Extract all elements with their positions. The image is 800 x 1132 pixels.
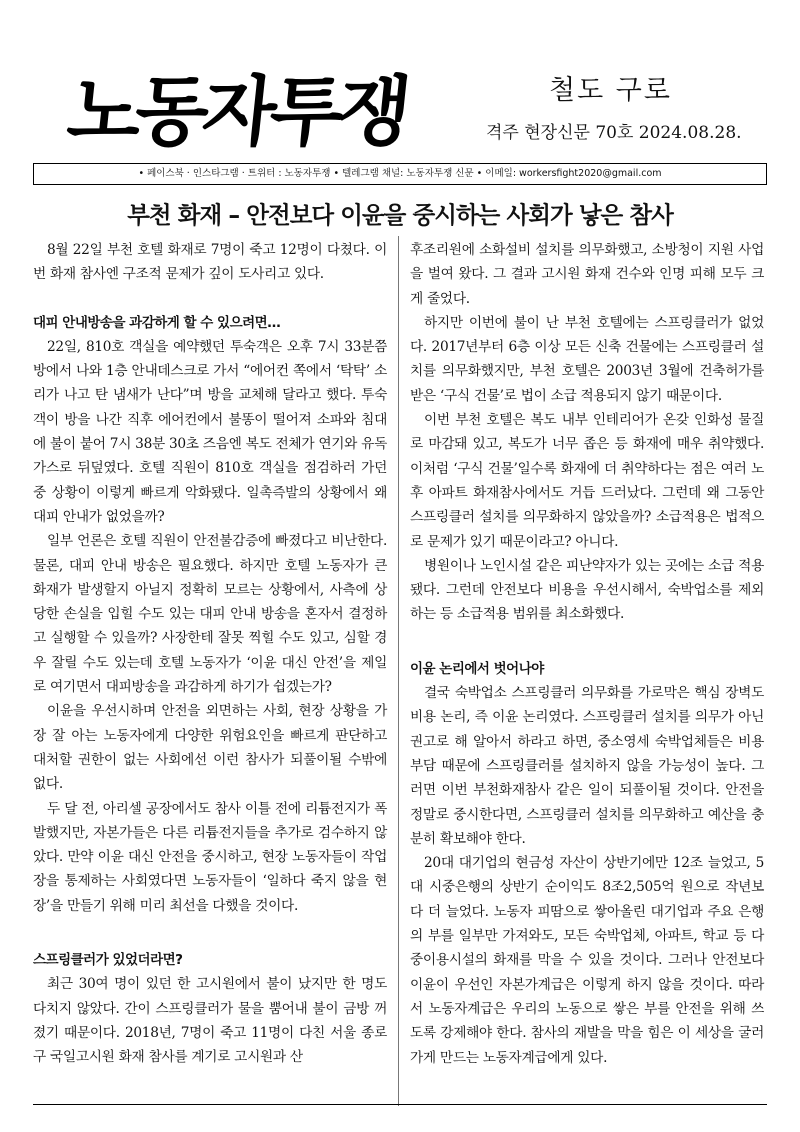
bottom-rule (33, 1104, 767, 1105)
section-heading-evacuation: 대피 안내방송을 과감하게 할 수 있으려면… (33, 314, 281, 331)
paragraph: 하지만 이번에 불이 난 부천 호텔에는 스프링클러가 없었다. 2017년부터 6층 이상 모든 신축 건물에는 스프링클러 설치를 의무화했지만, 부천 호텔은 2003년 3월에 건축허가를 받은 ‘구식 건물’로 법이 소급 적용되지 않기 때문이다. (410, 314, 764, 404)
spacer (33, 918, 387, 948)
paragraph: 이윤을 우선시하며 안전을 외면하는 사회, 현장 상황을 가장 잘 아는 노동자에게 다양한 위험요인을 빠르게 판단하고 대처할 권한이 없는 사회에선 이런 참사가 되풀이될 수밖에 없다. (33, 703, 387, 793)
paragraph: 이번 부천 호텔은 복도 내부 인테리어가 온갖 인화성 물질로 마감돼 있고, 복도가 너무 좁은 등 화재에 매우 취약했다. 이처럼 ‘구식 건물’일수록 화재에 더 취약하다는 점은 여러 노후 아파트 화재참사에서도 거듭 드러났다. 그런데 왜 그동안 스프링클러 설치를 의무화하지 않았을까? 소급적용은 법적으로 문제가 있기 때문이라고? 아니다. (410, 412, 764, 550)
paragraph: 20대 대기업의 현금성 자산이 상반기에만 12조 늘었고, 5대 시중은행의 상반기 순이익도 8조2,505억 원으로 작년보다 더 늘었다. 노동자 피땀으로 쌓아올린 대기업과 주요 은행의 부를 일부만 가져와도, 모든 숙박업체, 아파트, 학교 등 다중이용시설의 화재를 막을 수 있을 것이다. 그러나 안전보다 이윤이 우선인 자본가계급은 이렇게 하지 않을 것이다. 따라서 노동자계급은 우리의 노동으로 쌓은 부를 안전을 위해 쓰도록 강제해야 한다. 참사의 재발을 막을 힘은 이 세상을 굴러가게 만드는 노동자계급에게 있다. (410, 855, 764, 1066)
spacer (410, 627, 764, 657)
spacer (33, 287, 387, 311)
paragraph-intro: 8월 22일 부천 호텔 화재로 7명이 죽고 12명이 다쳤다. 이번 화재 참사엔 구조적 문제가 깊이 도사리고 있다. (33, 242, 387, 283)
paragraph: 병원이나 노인시설 같은 피난약자가 있는 곳에는 소급 적용됐다. 그런데 안전보다 비용을 우선시해서, 숙박업소를 제외하는 등 소급적용 범위를 최소화했다. (410, 557, 764, 623)
paragraph: 일부 언론은 호텔 직원이 안전불감증에 빠졌다고 비난한다. 물론, 대피 안내 방송은 필요했다. 하지만 호텔 노동자가 큰 화재가 발생할지 아닐지 정확히 모르는 상황에서, 사측에 상당한 손실을 입힐 수도 있는 대피 안내 방송을 혼자서 결정하고 실행할 수 있을까? 사장한테 잘못 찍힐 수도 있고, 심할 경우 잘릴 수도 있는데 호텔 노동자가 ‘이윤 대신 안전’을 제일로 여기면서 대피방송을 과감하게 하기가 쉽겠는가? (33, 533, 387, 696)
paragraph: 후조리원에 소화설비 설치를 의무화했고, 소방청이 지원 사업을 벌여 왔다. 그 결과 고시원 화재 건수와 인명 피해 모두 크게 줄었다. (410, 242, 764, 307)
headline: 부천 화재 – 안전보다 이윤을 중시하는 사회가 낳은 참사 (127, 201, 673, 229)
section-heading-sprinkler: 스프링클러가 있었더라면? (33, 952, 183, 969)
left-column (33, 238, 387, 1070)
right-column (410, 238, 764, 1070)
column-divider (398, 236, 399, 1106)
issue-info: 격주 현장신문 70호 2024.08.28. (486, 123, 742, 143)
region-label: 철도 구로 (549, 75, 672, 106)
contact-bar: • 페이스북 · 인스타그램 · 트위터 : 노동자투쟁 • 텔레그램 채널: 노동자투쟁 신문 • 이메일: workersfight2020@gmail.com (33, 163, 767, 185)
paragraph: 결국 숙박업소 스프링클러 의무화를 가로막은 핵심 장벽도 비용 논리, 즉 이윤 논리였다. 스프링클러 설치를 의무가 아닌 권고로 해 알아서 하라고 하면, 중소영세 숙박업체들은 비용 부담 때문에 스프링클러를 설치하지 않을 가능성이 높다. 그러면 이번 부천화재참사 같은 일이 되풀이될 것이다. 안전을 정말로 중시한다면, 스프링클러 설치를 의무화하고 예산을 충분히 확보해야 한다. (410, 685, 764, 847)
paragraph: 두 달 전, 아리셀 공장에서도 참사 이틀 전에 리튬전지가 폭발했지만, 자본가들은 다른 리튬전지들을 추가로 검수하지 않았다. 만약 이윤 대신 안전을 중시하고, 현장 노동자들이 작업장을 통제하는 사회였다면 노동자들이 ‘일하다 죽지 않을 현장’을 만들기 위해 미리 최선을 다했을 것이다. (33, 800, 387, 914)
paragraph: 최근 30여 명이 있던 한 고시원에서 불이 났지만 한 명도 다치지 않았다. 간이 스프링클러가 물을 뿜어내 불이 금방 꺼졌기 때문이다. 2018년, 7명이 죽고 11명이 다친 서울 종로구 국일고시원 화재 참사를 계기로 고시원과 산 (33, 976, 387, 1066)
section-heading-profit-logic: 이윤 논리에서 벗어나야 (410, 660, 544, 677)
paragraph: 22일, 810호 객실을 예약했던 투숙객은 오후 7시 33분쯤 방에서 나와 1층 안내데스크로 가서 “에어컨 쪽에서 ‘탁탁’ 소리가 나고 탄 냄새가 난다”며 방을 교체해 달라고 했다. 투숙객이 방을 나간 직후 에어컨에서 불똥이 떨어져 소파와 침대에 불이 붙어 7시 38분 30초 즈음엔 복도 전체가 연기와 유독가스로 뒤덮였다. 호텔 직원이 810호 객실을 점검하러 가던 중 상황이 이렇게 빠르게 악화됐다. 일촉즉발의 상황에서 왜 대피 안내가 없었을까? (33, 338, 387, 525)
masthead-logo: 노동자투쟁 (63, 67, 410, 156)
